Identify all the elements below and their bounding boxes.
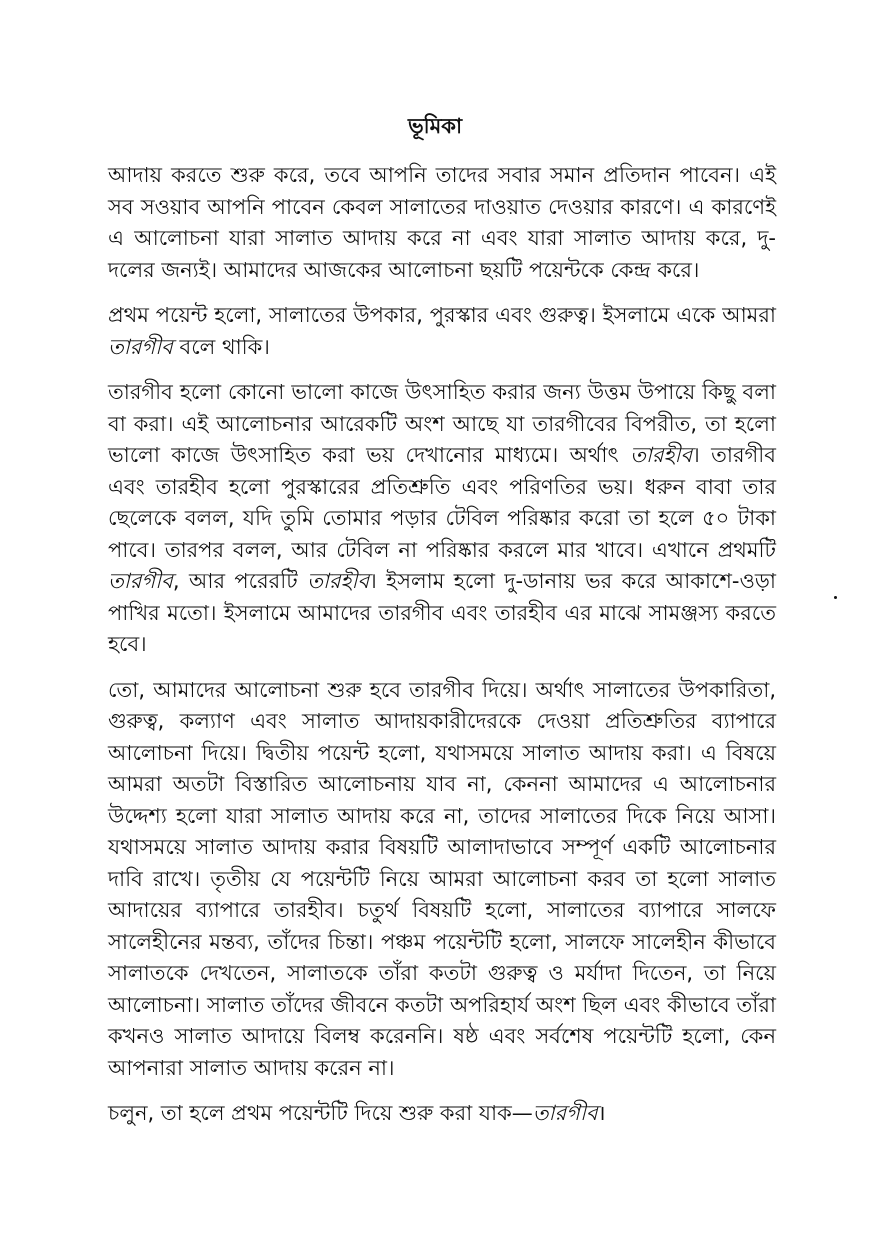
italic-term: তারহীব (630, 443, 693, 467)
paragraph-5 (108, 1098, 776, 1130)
text-segment: । (597, 1101, 606, 1125)
page-heading: ভূমিকা (407, 114, 463, 138)
paragraph-1 (108, 160, 776, 286)
text-segment: । ইসলাম হলো দু-ডানায় ভর করে আকাশে-ওড়া পাখির মতো। ইসলামে আমাদের তারগীব এবং তারহীব এর মাঝে সামঞ্জস্য করতে হবে। (108, 569, 776, 656)
text-segment: চলুন, তা হলে প্রথম পয়েন্টটি দিয়ে শুরু করা যাক— (108, 1101, 533, 1125)
italic-term: তারগীব (532, 1101, 598, 1125)
body-text (108, 160, 776, 1144)
italic-term: তারগীব (108, 334, 173, 359)
paragraph-4 (108, 675, 776, 1085)
paragraph-2 (108, 300, 776, 363)
paragraph-3 (108, 377, 776, 661)
scan-speck (834, 596, 837, 599)
text-segment: প্রথম পয়েন্ট হলো, সালাতের উপকার, পুরস্কার এবং গুরুত্ব। ইসলামে একে আমরা (108, 303, 776, 327)
text-segment: । তারগীব এবং তারহীব হলো পুরস্কারের প্রতিশ্রুতি এবং পরিণতির ভয়। ধরুন বাবা তার ছেলেকে বলল, যদি তুমি তোমার পড়ার টেবিল পরিষ্কার করো তা হলে ৫০ টাকা পাবে। তারপর বলল, আর টেবিল না পরিষ্কার করলে মার খাবে। এখানে প্রথমটি (108, 443, 776, 562)
italic-term: তারগীব (108, 569, 173, 593)
italic-term: তারহীব (307, 569, 370, 593)
text-segment: তারগীব হলো কোনো ভালো কাজে উৎসাহিত করার জন্য উত্তম উপায়ে কিছু বলা বা করা। এই আলোচনার আরেকটি অংশ আছে যা তারগীবের বিপরীত, তা হলো ভালো কাজে উৎসাহিত করা ভয় দেখানোর মাধ্যমে। অর্থাৎ (108, 380, 776, 467)
text-segment: আদায় করতে শুরু করে, তবে আপনি তাদের সবার সমান প্রতিদান পাবেন। এই সব সওয়াব আপনি পাবেন কেবল সালাতের দাওয়াত দেওয়ার কারণে। এ কারণেই এ আলোচনা যারা সালাত আদায় করে না এবং যারা সালাত আদায় করে, দু-দলের জন্যই। আমাদের আজকের আলোচনা ছয়টি পয়েন্টকে কেন্দ্র করে। (108, 163, 776, 282)
text-segment: বলে থাকি। (172, 334, 270, 359)
text-segment: , আর পরেরটি (172, 569, 308, 593)
text-segment: তো, আমাদের আলোচনা শুরু হবে তারগীব দিয়ে। অর্থাৎ সালাতের উপকারিতা, গুরুত্ব, কল্যাণ এবং সালাত আদায়কারীদেরকে দেওয়া প্রতিশ্রুতির ব্যাপারে আলোচনা দিয়ে। দ্বিতীয় পয়েন্ট হলো, যথাসময়ে সালাত আদায় করা। এ বিষয়ে আমরা অতটা বিস্তারিত আলোচনায় যাব না, কেননা আমাদের এ আলোচনার উদ্দেশ্য হলো যারা সালাত আদায় করে না, তাদের সালাতের দিকে নিয়ে আসা। যথাসময়ে সালাত আদায় করার বিষয়টি আলাদাভাবে সম্পূর্ণ একটি আলোচনার দাবি রাখে। তৃতীয় যে পয়েন্টটি নিয়ে আমরা আলোচনা করব তা হলো সালাত আদায়ের ব্যাপারে তারহীব। চতুর্থ বিষয়টি হলো, সালাতের ব্যাপারে সালফে সালেহীনের মন্তব্য, তাঁদের চিন্তা। পঞ্চম পয়েন্টটি হলো, সালফে সালেহীন কীভাবে সালাতকে দেখতেন, সালাতকে তাঁরা কতটা গুরুত্ব ও মর্যাদা দিতেন, তা নিয়ে আলোচনা। সালাত তাঁদের জীবনে কতটা অপরিহার্য অংশ ছিল এবং কীভাবে তাঁরা কখনও সালাত আদায়ে বিলম্ব করেননি। ষষ্ঠ এবং সর্বশেষ পয়েন্টটি হলো, কেন আপনারা সালাত আদায় করেন না। (108, 677, 776, 1080)
